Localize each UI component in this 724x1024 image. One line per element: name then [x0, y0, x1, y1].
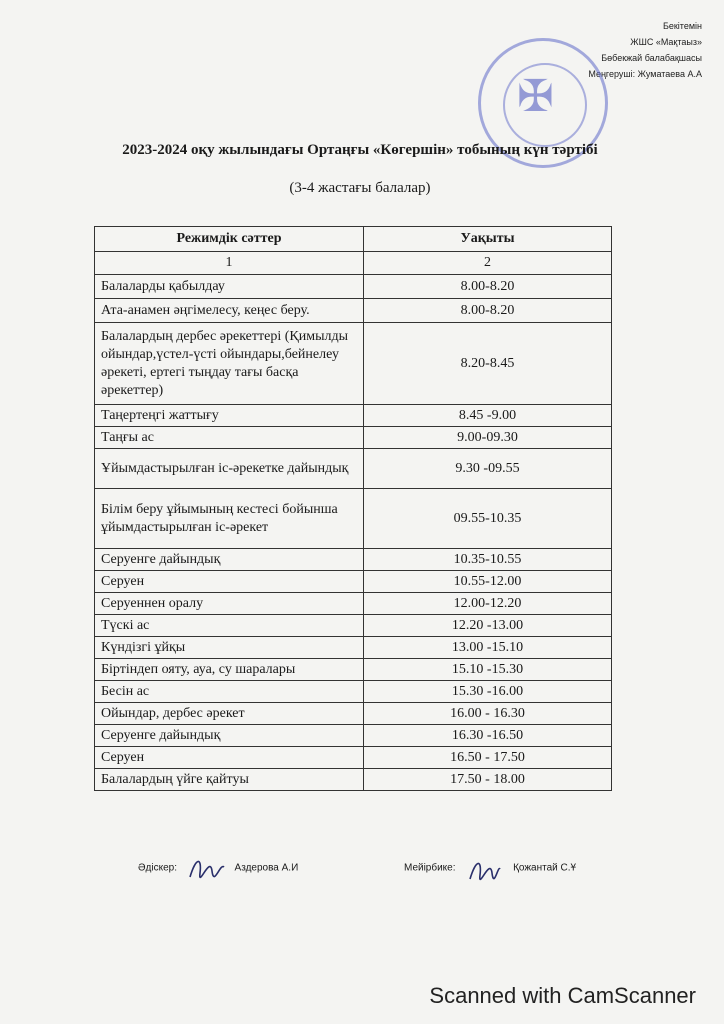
approval-label: Меңгеруші:	[588, 69, 636, 79]
activity-cell: Серуен	[95, 571, 364, 593]
schedule-table	[94, 226, 612, 791]
activity-cell: Серуеннен оралу	[95, 593, 364, 615]
column-number-1: 1	[95, 252, 364, 275]
time-cell: 9.30 -09.55	[364, 449, 612, 489]
activity-cell: Серуенге дайындық	[95, 725, 364, 747]
time-cell: 15.30 -16.00	[364, 681, 612, 703]
signature-label: Әдіскер:	[138, 862, 177, 874]
time-cell: 12.00-12.20	[364, 593, 612, 615]
time-cell: 10.35-10.55	[364, 549, 612, 571]
time-cell: 17.50 - 18.00	[364, 769, 612, 791]
handwritten-signature-icon	[464, 853, 504, 883]
activity-cell: Серуен	[95, 747, 364, 769]
table-row	[95, 659, 612, 681]
activity-cell: Серуенге дайындық	[95, 549, 364, 571]
column-number-2: 2	[364, 252, 612, 275]
activity-cell: Балаларды қабылдау	[95, 275, 364, 299]
handwritten-signature-icon	[186, 853, 226, 883]
table-row	[95, 593, 612, 615]
time-cell: 8.00-8.20	[364, 299, 612, 323]
activity-cell: Балалардың үйге қайтуы	[95, 769, 364, 791]
approval-name: Жуматаева А.А	[637, 69, 702, 79]
activity-cell: Күндізгі ұйқы	[95, 637, 364, 659]
table-row	[95, 275, 612, 299]
column-number-row	[95, 252, 612, 275]
time-cell: 8.20-8.45	[364, 323, 612, 405]
time-cell: 15.10 -15.30	[364, 659, 612, 681]
table-header-row	[95, 227, 612, 252]
table-row	[95, 769, 612, 791]
time-cell: 16.50 - 17.50	[364, 747, 612, 769]
table-row	[95, 489, 612, 549]
time-cell: 8.45 -9.00	[364, 405, 612, 427]
header-activity: Режимдік сәттер	[95, 227, 364, 252]
time-cell: 16.30 -16.50	[364, 725, 612, 747]
table-row	[95, 549, 612, 571]
approval-line-4	[588, 66, 702, 82]
approval-line-1: Бекітемін	[662, 21, 702, 31]
signature-name: Аздерова А.И	[234, 862, 299, 874]
table-row	[95, 449, 612, 489]
time-cell: 16.00 - 16.30	[364, 703, 612, 725]
table-row	[95, 615, 612, 637]
time-cell: 9.00-09.30	[364, 427, 612, 449]
table-row	[95, 681, 612, 703]
table-row	[95, 725, 612, 747]
activity-cell: Ойындар, дербес әрекет	[95, 703, 364, 725]
approval-line-2: ЖШС «Мақтаыз»	[630, 37, 702, 47]
activity-cell: Ата-анамен әңгімелесу, кеңес беру.	[95, 299, 364, 323]
activity-cell: Білім беру ұйымының кестесі бойынша ұйымдастырылған іс-әрекет	[95, 489, 364, 549]
approval-block	[588, 18, 702, 82]
time-cell: 12.20 -13.00	[364, 615, 612, 637]
table-row	[95, 427, 612, 449]
table-row	[95, 747, 612, 769]
table-row	[95, 405, 612, 427]
time-cell: 10.55-12.00	[364, 571, 612, 593]
signature-methodist	[138, 853, 298, 883]
document-title: 2023-2024 оқу жылындағы Ортаңғы «Көгершін» тобының күн тәртібі	[122, 142, 598, 158]
document-subtitle: (3-4 жастағы балалар)	[289, 180, 431, 196]
table-row	[95, 637, 612, 659]
signature-label: Мейірбике:	[404, 862, 456, 874]
activity-cell: Таңертеңгі жаттығу	[95, 405, 364, 427]
activity-cell: Түскі ас	[95, 615, 364, 637]
table-row	[95, 323, 612, 405]
table-row	[95, 571, 612, 593]
signature-nurse	[404, 853, 576, 883]
scanner-watermark: Scanned with CamScanner	[429, 983, 696, 1008]
activity-cell: Таңғы ас	[95, 427, 364, 449]
stamp-emblem-icon: ✠	[517, 72, 554, 121]
header-time: Уақыты	[364, 227, 612, 252]
time-cell: 13.00 -15.10	[364, 637, 612, 659]
activity-cell: Біртіндеп ояту, ауа, су шаралары	[95, 659, 364, 681]
signature-name: Қожантай С.Ұ	[513, 862, 577, 874]
approval-line-3: Бөбекжай балабақшасы	[601, 53, 702, 63]
activity-cell: Бесін ас	[95, 681, 364, 703]
activity-cell: Балалардың дербес әрекеттері (Қимылды ойындар,үстел-үсті ойындары,бейнелеу әрекеті, ертегі тыңдау тағы басқа әрекеттер)	[95, 323, 364, 405]
activity-cell: Ұйымдастырылған іс-әрекетке дайындық	[95, 449, 364, 489]
time-cell: 8.00-8.20	[364, 275, 612, 299]
table-row	[95, 299, 612, 323]
time-cell: 09.55-10.35	[364, 489, 612, 549]
table-row	[95, 703, 612, 725]
